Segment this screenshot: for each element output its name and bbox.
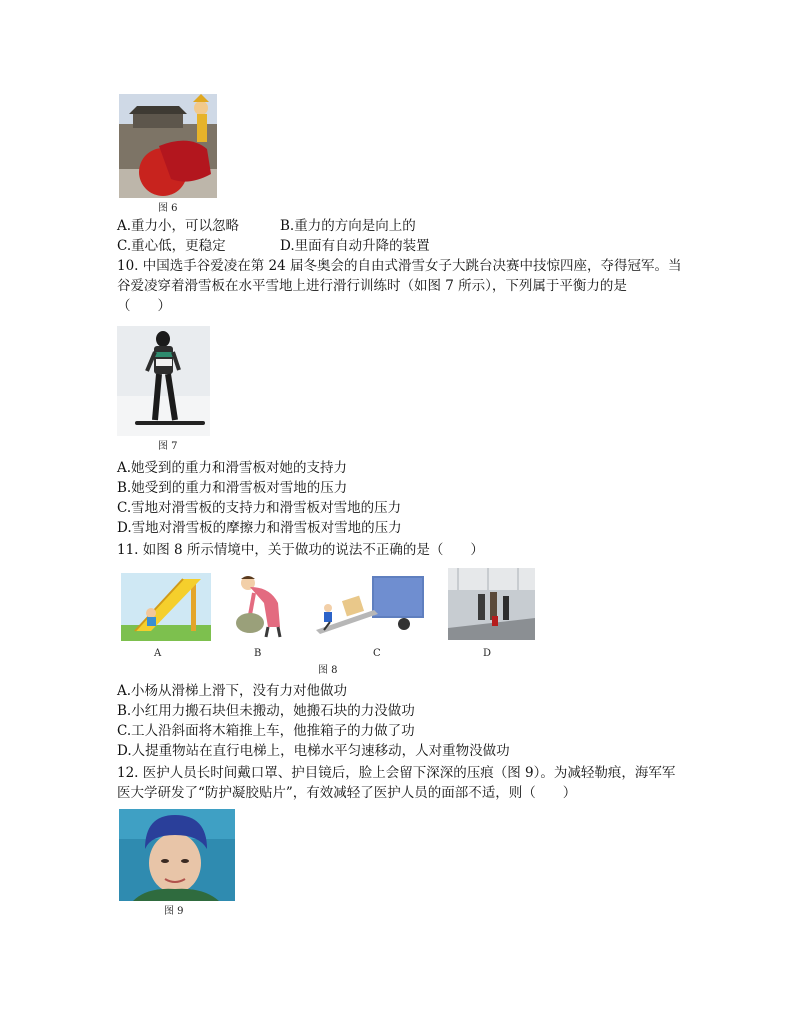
figure-8b-lifting <box>228 573 288 639</box>
q11-option-c: C.工人沿斜面将木箱推上车，他推箱子的力做了功 <box>117 723 415 739</box>
q9-option-c: C.重心低，更稳定 <box>117 238 226 254</box>
q10-option-a: A.她受到的重力和滑雪板对她的支持力 <box>117 460 348 476</box>
figure-9-photo <box>119 809 235 901</box>
figure-8c-label: C <box>373 648 381 659</box>
figure-8a-slide <box>121 573 211 641</box>
q10-text-line1: 10. 中国选手谷爱凌在第 24 届冬奥会的自由式滑雪女子大跳台决赛中技惊四座，夺得冠军。当 <box>117 258 682 274</box>
q9-option-a: A.重力小，可以忽略 <box>117 218 240 234</box>
figure-8d-escalator <box>448 568 535 640</box>
q10-text-line2: 谷爱凌穿着滑雪板在水平雪地上进行滑行训练时（如图 7 所示），下列属于平衡力的是 <box>117 278 627 294</box>
q9-option-d: D.里面有自动升降的装置 <box>280 238 430 254</box>
q11-option-d: D.人提重物站在直行电梯上，电梯水平匀速移动，人对重物没做功 <box>117 743 510 759</box>
q10-option-b: B.她受到的重力和滑雪板对雪地的压力 <box>117 480 348 496</box>
q9-option-b: B.重力的方向是向上的 <box>280 218 416 234</box>
figure-6-caption: 图 6 <box>158 203 178 214</box>
figure-9-caption: 图 9 <box>164 906 184 917</box>
q12-text-line1: 12. 医护人员长时间戴口罩、护目镜后，脸上会留下深深的压痕（图 9）。为减轻勒痕，海军军 <box>117 765 676 781</box>
figure-7-caption: 图 7 <box>158 441 178 452</box>
q11-text-line1: 11. 如图 8 所示情境中，关于做功的说法不正确的是（ ） <box>117 542 484 558</box>
figure-8-caption: 图 8 <box>318 665 338 676</box>
q10-option-d: D.雪地对滑雪板的摩擦力和滑雪板对雪地的压力 <box>117 520 402 536</box>
q11-option-a: A.小杨从滑梯上滑下，没有力对他做功 <box>117 683 348 699</box>
figure-8d-label: D <box>483 648 492 659</box>
q10-option-c: C.雪地对滑雪板的支持力和滑雪板对雪地的压力 <box>117 500 402 516</box>
figure-8a-label: A <box>154 648 162 659</box>
figure-6-photo <box>119 94 217 198</box>
q12-text-line2: 医大学研发了“防护凝胶贴片”，有效减轻了医护人员的面部不适，则（ ） <box>117 785 577 801</box>
figure-8c-ramp <box>316 576 424 634</box>
figure-8b-label: B <box>254 648 262 659</box>
q11-option-b: B.小红用力搬石块但未搬动，她搬石块的力没做功 <box>117 703 415 719</box>
q10-text-line3: （ ） <box>117 298 171 314</box>
figure-7-photo <box>117 326 210 436</box>
